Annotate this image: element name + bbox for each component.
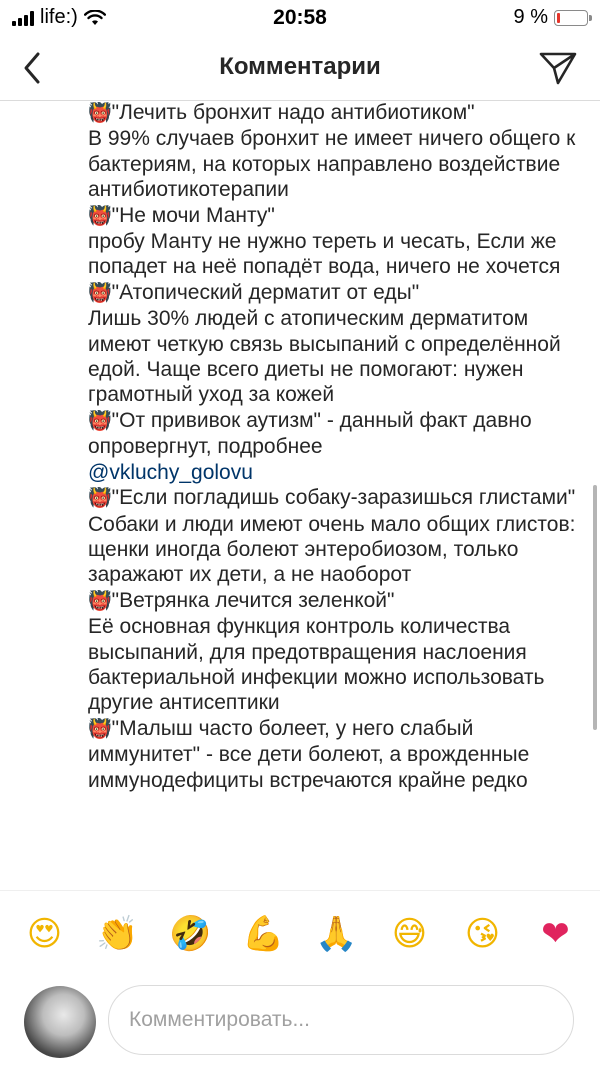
ogre-icon: 👹	[88, 589, 112, 612]
avatar	[24, 986, 96, 1058]
comment-line: 👹"Не мочи Манту"	[88, 203, 275, 227]
comment-input-row	[0, 976, 600, 1066]
ogre-icon: 👹	[88, 281, 112, 304]
comment-text	[88, 100, 588, 793]
emoji-quick-bar	[0, 890, 600, 976]
battery-group	[514, 6, 588, 29]
paper-plane-icon	[538, 48, 578, 88]
comment-line: 👹"Атопический дерматит от еды"	[88, 280, 420, 304]
ogre-icon: 👹	[88, 409, 112, 432]
battery-percent: 9 %	[513, 6, 548, 28]
status-bar	[0, 0, 600, 36]
mention-link[interactable]: @vkluchy_golovu	[88, 460, 253, 484]
comment-line: 👹"Лечить бронхит надо антибиотиком"	[88, 101, 475, 124]
share-button[interactable]	[538, 48, 578, 88]
ogre-icon: 👹	[88, 102, 112, 124]
page-title: Комментарии	[219, 53, 381, 80]
flexed-biceps-emoji-button[interactable]: 💪	[242, 913, 285, 954]
comment-line: В 99% случаев бронхит не имеет ничего общего к бактериям, на которых направлено воздействие антибиотикотерапии	[88, 127, 576, 202]
ogre-icon: 👹	[88, 487, 112, 510]
comment-line	[88, 460, 588, 485]
carrier-label: life:)	[40, 6, 78, 28]
scrollbar[interactable]	[593, 485, 597, 730]
clapping-emoji-button[interactable]: 👏	[96, 913, 139, 954]
nav-bar	[0, 36, 600, 101]
comment-input[interactable]: Комментировать...	[108, 985, 574, 1055]
comment-line: пробу Манту не нужно тереть и чесать, Если же попадет на неё попадёт вода, ничего не хочется	[88, 230, 561, 279]
heart-eyes-emoji-button[interactable]: 😍	[26, 913, 63, 954]
comment-line: Её основная функция контроль количества высыпаний, для предотвращения наслоения бактериальной инфекции можно использовать другие антисептики	[88, 615, 545, 715]
red-heart-emoji-button[interactable]: ❤	[541, 913, 570, 954]
comment-line: Лишь 30% людей с атопическим дерматитом имеют четкую связь высыпаний с определённой едой. Чаще всего диеты не помогают: нужен грамотный уход за кожей	[88, 307, 561, 407]
ogre-icon: 👹	[88, 204, 112, 227]
comment-line: 👹"Малыш часто болеет, у него слабый иммунитет" - все дети болеют, а врожденные иммунодефициты встречаются крайне редко	[88, 716, 530, 792]
clock: 20:58	[273, 6, 327, 29]
sweat-smile-emoji-button[interactable]: 😅	[391, 913, 428, 954]
battery-icon	[554, 10, 588, 26]
comment-line: 👹"Ветрянка лечится зеленкой"	[88, 588, 395, 612]
rofl-emoji-button[interactable]: 🤣	[169, 913, 212, 954]
folded-hands-emoji-button[interactable]: 🙏	[315, 913, 358, 954]
comment-line: 👹"От прививок аутизм" - данный факт давно опровергнут, подробнее	[88, 408, 532, 459]
comment-scroll-area[interactable]	[0, 100, 600, 890]
kiss-emoji-button[interactable]: 😘	[464, 913, 501, 954]
ogre-icon: 👹	[88, 717, 112, 740]
comment-line: 👹"Если погладишь собаку-заразишься глистами" Собаки и люди имеют очень мало общих глистов: щенки иногда болеют энтеробиозом, только заражают их дети, а не наоборот	[88, 486, 576, 587]
